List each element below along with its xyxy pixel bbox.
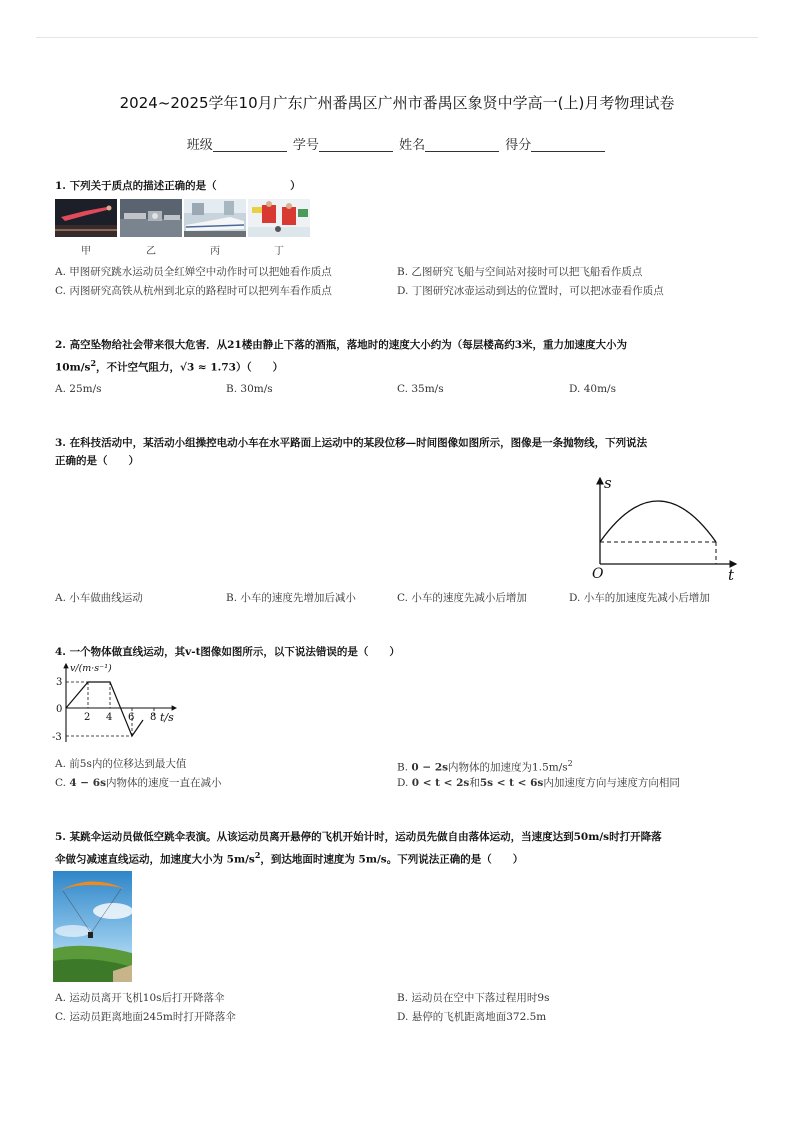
q2-gravity-value: 10m/s bbox=[55, 361, 91, 374]
q4-option-b[interactable]: B. 0 − 2s内物体的加速度为$1.5m/s^2$ bbox=[397, 759, 573, 774]
q1-option-b[interactable]: B. 乙图研究飞船与空间站对接时可以把飞船看作质点 bbox=[397, 266, 643, 278]
q3-t-label: t bbox=[728, 566, 735, 584]
q5-stem-text-a: 伞做匀减速直线运动，加速度大小为 5m/s bbox=[55, 853, 255, 866]
q4-option-c[interactable]: C. 4 − 6s内物体的速度一直在减小 bbox=[55, 777, 222, 789]
q3-origin-label: O bbox=[592, 566, 604, 582]
q4-option-d[interactable]: D. 0 < t < 2s和5s < t < 6s内加速度方向与速度方向相同 bbox=[397, 777, 680, 789]
question-2-stem bbox=[55, 336, 745, 377]
number-blank[interactable] bbox=[319, 137, 393, 152]
q2-option-d[interactable]: D. 40m/s bbox=[569, 383, 616, 395]
q4-x-tick-8: 8 bbox=[150, 712, 157, 723]
q4-vt-line bbox=[66, 682, 143, 736]
q2-stem-line2 bbox=[55, 354, 745, 377]
question-5-stem bbox=[55, 828, 755, 869]
q4-c-math: 4 − 6s bbox=[69, 777, 106, 789]
q4-d-math1: 0 < t < 2s bbox=[411, 777, 470, 789]
name-blank[interactable] bbox=[425, 137, 499, 152]
q5-option-b[interactable]: B. 运动员在空中下落过程用时9s bbox=[397, 992, 550, 1004]
q4-x-tick-2: 2 bbox=[84, 712, 91, 723]
question-4-stem: 4. 一个物体做直线运动，其v-t图像如图所示，以下说法错误的是（ ） bbox=[55, 646, 400, 658]
q3-parabola bbox=[600, 501, 716, 542]
q4-t-label: t/s bbox=[160, 711, 174, 724]
q5-stem-line1: 5. 某跳伞运动员做低空跳伞表演。从该运动员离开悬停的飞机开始计时，运动员先做自由落体运动，当速度达到50m/s时打开降落 bbox=[55, 831, 662, 843]
question-1-stem: 1. 下列关于质点的描述正确的是（ ） bbox=[55, 180, 301, 192]
q1-option-c[interactable]: C. 丙图研究高铁从杭州到北京的路程时可以把列车看作质点 bbox=[55, 285, 332, 297]
q2-stem-line1: 2. 高空坠物给社会带来很大危害．从21楼由静止下落的酒瓶，落地时的速度大小约为（每层楼高约3米，重力加速度大小为 bbox=[55, 339, 628, 351]
q3-stem-line1: 3. 在科技活动中，某活动小组操控电动小车在水平路面上运动中的某段位移—时间图像如图所示，图像是一条抛物线，下列说法 bbox=[55, 437, 648, 449]
q3-option-a[interactable]: A. 小车做曲线运动 bbox=[55, 592, 143, 604]
q4-c-text: 内物体的速度一直在减小 bbox=[105, 777, 222, 789]
q5-stem-text-b: ，到达地面时速度为 5m/s。下列说法正确的是（ ） bbox=[260, 853, 524, 866]
name-label: 姓名 bbox=[399, 138, 426, 153]
class-label: 班级 bbox=[186, 138, 213, 153]
q5-option-a[interactable]: A. 运动员离开飞机10s后打开降落伞 bbox=[55, 992, 225, 1004]
q2-stem-text-b: ，不计空气阻力， bbox=[96, 361, 181, 374]
curling-photo bbox=[248, 199, 310, 237]
high-speed-train-photo bbox=[184, 199, 246, 237]
q4-b-sup: 2 bbox=[567, 759, 573, 768]
q3-displacement-time-graph bbox=[590, 472, 742, 584]
pic-label-jia: 甲 bbox=[81, 246, 91, 257]
q2-option-c[interactable]: C. 35m/s bbox=[397, 383, 444, 395]
pic-label-ding: 丁 bbox=[274, 246, 284, 257]
q5-stem-line2 bbox=[55, 846, 755, 869]
class-blank[interactable] bbox=[213, 137, 287, 152]
spacecraft-photo bbox=[120, 199, 182, 237]
number-label: 学号 bbox=[292, 138, 319, 153]
q5-option-c[interactable]: C. 运动员距离地面245m时打开降落伞 bbox=[55, 1011, 236, 1023]
q1-option-d[interactable]: D. 丁图研究冰壶运动到达的位置时，可以把冰壶看作质点 bbox=[397, 285, 664, 297]
diver-photo bbox=[55, 199, 117, 237]
q4-y-tick-3: 3 bbox=[56, 677, 63, 688]
q2-sqrt-math: √3 ≈ 1.73 bbox=[180, 361, 236, 374]
q4-v-label: v/(m·s⁻¹) bbox=[70, 663, 112, 674]
paraglider-photo bbox=[53, 871, 132, 982]
q2-option-a[interactable]: A. 25m/s bbox=[55, 383, 102, 395]
q3-s-label: s bbox=[604, 474, 612, 492]
score-label: 得分 bbox=[505, 138, 532, 153]
student-info-line bbox=[0, 134, 794, 153]
q4-x-tick-4: 4 bbox=[106, 712, 113, 723]
q4-b-math: 0 − 2s bbox=[411, 761, 449, 774]
q4-velocity-time-graph bbox=[50, 660, 186, 746]
q3-option-c[interactable]: C. 小车的速度先减小后增加 bbox=[397, 592, 527, 604]
q3-option-b[interactable]: B. 小车的速度先增加后减小 bbox=[226, 592, 356, 604]
pic-label-bing: 丙 bbox=[210, 246, 220, 257]
q5-option-d[interactable]: D. 悬停的飞机距离地面372.5m bbox=[397, 1011, 547, 1023]
q3-option-d[interactable]: D. 小车的加速度先减小后增加 bbox=[569, 592, 710, 604]
q2-gravity-sup: 2 bbox=[90, 358, 97, 368]
page-title: 2024~2025学年10月广东广州番禺区广州市番禺区象贤中学高一(上)月考物理试卷 bbox=[119, 94, 675, 112]
header-divider bbox=[36, 37, 758, 38]
q4-y-tick-0: 0 bbox=[56, 704, 63, 715]
q4-y-tick-neg3: -3 bbox=[52, 732, 62, 743]
q4-d-text: 内加速度方向与速度方向相同 bbox=[543, 777, 680, 789]
score-blank[interactable] bbox=[531, 137, 605, 152]
pic-label-yi: 乙 bbox=[146, 246, 156, 257]
q4-d-math2: 5s < t < 6s bbox=[479, 777, 544, 789]
q4-b-text: 内物体的加速度为1.5m/s bbox=[448, 761, 568, 774]
q2-stem-text-c: ）（ ） bbox=[235, 361, 284, 374]
q4-d-mid: 和 bbox=[469, 777, 480, 789]
q4-x-tick-6: 6 bbox=[128, 712, 135, 723]
q5-stem-sup: 2 bbox=[254, 850, 261, 860]
q4-option-a[interactable]: A. 前5s内的位移达到最大值 bbox=[55, 758, 187, 770]
q3-stem-line2: 正确的是（ ） bbox=[55, 455, 139, 467]
q2-option-b[interactable]: B. 30m/s bbox=[226, 383, 273, 395]
q1-option-a[interactable]: A. 甲图研究跳水运动员全红婵空中动作时可以把她看作质点 bbox=[55, 266, 332, 278]
question-3-stem bbox=[55, 434, 745, 470]
